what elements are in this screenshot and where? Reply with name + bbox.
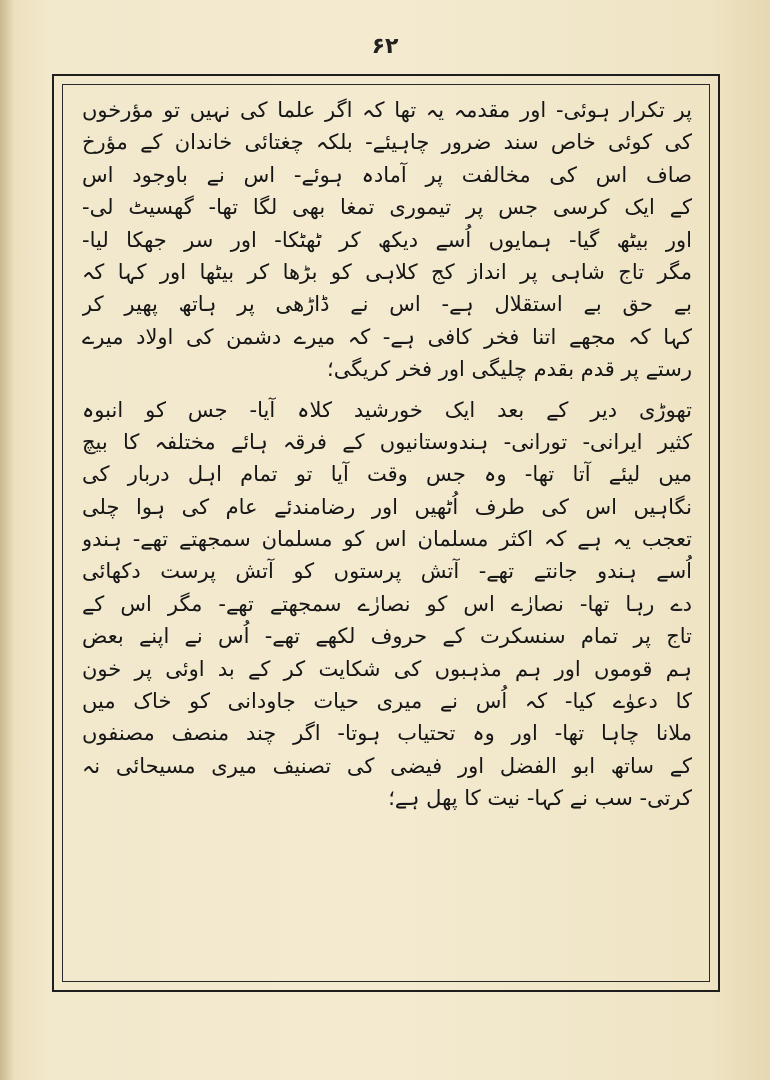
text-line: تعجب یہ ہے کہ اکثر مسلمان اس کو مسلمان سمجھتے تھے- ہندو bbox=[82, 527, 692, 552]
text-line: تاج پر تمام سنسکرت کے حروف لکھے تھے- اُس نے اپنے بعض bbox=[82, 624, 692, 649]
text-line: ملانا چاہا تھا- اور وہ تحتیاب ہوتا- اگر چند منصف مصنفوں bbox=[82, 721, 692, 746]
paragraph-gap bbox=[82, 386, 692, 394]
text-line: ہم قوموں اور ہم مذہبوں کی شکایت کر کے بد اوئی پر خون bbox=[82, 656, 692, 681]
text-line: کے ساتھ ابو الفضل اور فیضی کی تصنیف میری مسیحائی نہ bbox=[82, 753, 692, 778]
text-line: کی کوئی خاص سند ضرور چاہیئے- بلکہ چغتائی خاندان کے مؤرخ bbox=[82, 130, 692, 155]
text-line: مگر تاج شاہی پر انداز کج کلاہی کو بڑھا کر بیٹھا اور کہا کہ bbox=[82, 259, 692, 284]
text-line: رستے پر قدم بقدم چلیگی اور فخر کریگی؛ bbox=[327, 357, 692, 382]
text-line: میں لیئے آتا تھا- وہ جس وقت آیا تو تمام اہل دربار کی bbox=[82, 462, 692, 487]
text-line: پر تکرار ہوئی- اور مقدمہ یہ تھا کہ اگر علما کی نہیں تو مؤرخوں bbox=[82, 98, 692, 122]
page-number: ۶۲ bbox=[371, 34, 399, 59]
text-line: کے ایک کرسی جس پر تیموری تمغا بھی لگا تھا- گھسیٹ لی- bbox=[82, 195, 692, 220]
text-line: دے رہا تھا- نصارٰے اس کو نصارٰے سمجھتے تھے- مگر اس کے bbox=[82, 591, 692, 616]
text-line: تھوڑی دیر کے بعد ایک خورشید کلاہ آیا- جس کو انبوہ bbox=[82, 397, 692, 422]
text-line: صاف اس کی مخالفت پر آمادہ ہوئے- اس نے باوجود اس bbox=[82, 162, 692, 187]
page-gutter-shadow bbox=[0, 0, 14, 1080]
text-line: اُسے ہندو جانتے تھے- آتش پرستوں کو آتش پرست دکھائی bbox=[82, 559, 692, 584]
text-line: کرتی- سب نے کہا- نیت کا پھل ہے؛ bbox=[388, 786, 692, 811]
text-line: اور بیٹھ گیا- ہمایوں اُسے دیکھ کر ٹھٹکا- اور سر جھکا لیا- bbox=[82, 227, 692, 252]
text-line: کہا کہ مجھے اتنا فخر کافی ہے- کہ میرے دشمن کی اولاد میرے bbox=[82, 324, 692, 349]
text-line: بے حق بے استقلال ہے- اس نے ڈاڑھی پر ہاتھ پھیر کر bbox=[82, 292, 692, 317]
text-line: نگاہیں اس کی طرف اُٹھیں اور رضامندئے عام کی ہوا چلی bbox=[82, 494, 692, 519]
text-line: کثیر ایرانی- تورانی- ہندوستانیوں کے فرقہ ہائے مختلفہ کا بیچ bbox=[82, 429, 692, 454]
text-line: کا دعوٰے کیا- کہ اُس نے میری حیات جاودانی کو خاک میں bbox=[82, 689, 692, 714]
text-body bbox=[82, 94, 692, 974]
